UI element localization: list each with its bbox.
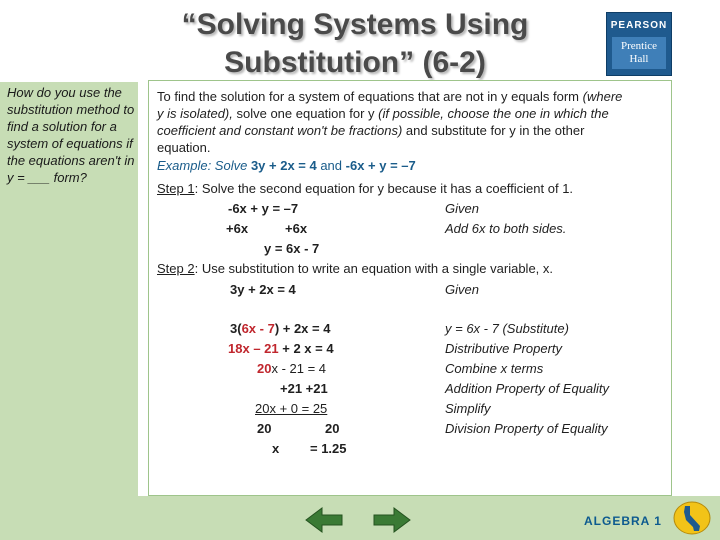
sub-eq-c: ) + 2x = 4: [274, 321, 331, 336]
sub-eq-a: 3(: [230, 321, 242, 336]
step1-text: : Solve the second equation for y because it has a coefficient of 1.: [194, 181, 574, 196]
step1-note-given: Given: [445, 201, 479, 216]
sidebar-question: How do you use the substitution method to find a solution for a system of equations if the equations aren't in y = ___ form?: [7, 85, 135, 185]
logo-brand: PEARSON: [610, 20, 668, 31]
step1-eq-result: y = 6x - 7: [264, 241, 320, 256]
dist-eq-b: – 21: [249, 341, 283, 356]
previous-slide-button[interactable]: [304, 506, 344, 534]
example-eq-2: -6x + y = –7: [345, 158, 416, 173]
step1-note-add: Add 6x to both sides.: [445, 221, 567, 236]
step2-eq-answer-value: = 1.25: [310, 441, 347, 456]
right-arrow-icon: [374, 508, 410, 532]
step2-line: [157, 260, 553, 277]
sub-eq-b: 6x - 7: [241, 321, 275, 336]
logo-subtitle: [612, 37, 666, 69]
step2-eq-add: [280, 380, 328, 397]
intro-line-2: [157, 105, 609, 122]
add-eq-b: +21: [302, 381, 328, 396]
intro-text-1b: (where: [582, 89, 623, 104]
intro-text-2a: y is isolated),: [157, 106, 233, 121]
intro-line-1: [157, 88, 622, 105]
step1-eq-given: -6x + y = –7: [228, 201, 299, 216]
comb-eq-b: x - 21 = 4: [271, 361, 327, 376]
example-eq-1: 3y + 2x = 4: [250, 158, 317, 173]
example-label: Example: [157, 158, 208, 173]
step1-line: [157, 180, 573, 197]
add-eq-a: +21: [280, 381, 303, 396]
simp-eq-a: 20: [255, 401, 270, 416]
example-and: and: [316, 158, 346, 173]
example-line: [157, 157, 416, 174]
logo-sub-2: Hall: [629, 53, 649, 65]
simp-eq-b: x + 0 = 25: [269, 401, 328, 416]
step2-note-divide: Division Property of Equality: [445, 421, 608, 436]
step2-note-simplify: Simplify: [445, 401, 491, 416]
title-line-1: “Solving Systems Using: [181, 8, 529, 41]
dist-eq-c: + 2 x = 4: [282, 341, 334, 356]
course-label: ALGEBRA 1: [584, 514, 662, 528]
title-line-2: Substitution” (6-2): [224, 46, 486, 79]
intro-text-3b: and substitute for y in the other: [402, 123, 585, 138]
step2-eq-given: 3y + 2x = 4: [230, 282, 296, 297]
step2-eq-answer-x: x: [272, 441, 280, 456]
state-emblem-icon: [672, 500, 712, 536]
intro-text-2c: (if possible, choose the one in which the: [374, 106, 609, 121]
slide-title: [120, 6, 590, 82]
step2-eq-divide-left: 20: [257, 421, 272, 436]
step2-eq-distribute: [228, 340, 334, 357]
step1-label: Step 1: [157, 181, 195, 196]
example-colon: : Solve: [207, 158, 251, 173]
step2-note-substitute: y = 6x - 7 (Substitute): [445, 321, 569, 336]
step2-eq-substitute: [230, 320, 330, 337]
intro-text-1: To find the solution for a system of equations that are not in y equals form: [157, 89, 580, 104]
step2-note-add: Addition Property of Equality: [445, 381, 610, 396]
dist-eq-a: 18x: [228, 341, 250, 356]
step1-add-right: +6x: [285, 221, 308, 236]
next-slide-button[interactable]: [372, 506, 412, 534]
comb-eq-a: 20: [257, 361, 272, 376]
intro-line-3: [157, 122, 584, 139]
step2-note-given: Given: [445, 282, 479, 297]
intro-text-2b: solve one equation for y: [232, 106, 375, 121]
step2-text: : Use substitution to write an equation with a single variable, x.: [194, 261, 554, 276]
step2-note-combine: Combine x terms: [445, 361, 544, 376]
step2-eq-simplify: [255, 400, 327, 417]
step2-eq-divide-right: 20: [325, 421, 340, 436]
left-arrow-icon: [306, 508, 342, 532]
intro-text-3a: coefficient and constant won't be fractions): [157, 123, 403, 138]
step2-eq-combine: [257, 360, 326, 377]
intro-line-4: equation.: [157, 140, 211, 155]
pearson-logo: [606, 12, 672, 76]
step2-label: Step 2: [157, 261, 195, 276]
logo-sub-1: Prentice: [620, 40, 658, 52]
step2-note-distribute: Distributive Property: [445, 341, 563, 356]
step1-add-left: +6x: [226, 221, 249, 236]
